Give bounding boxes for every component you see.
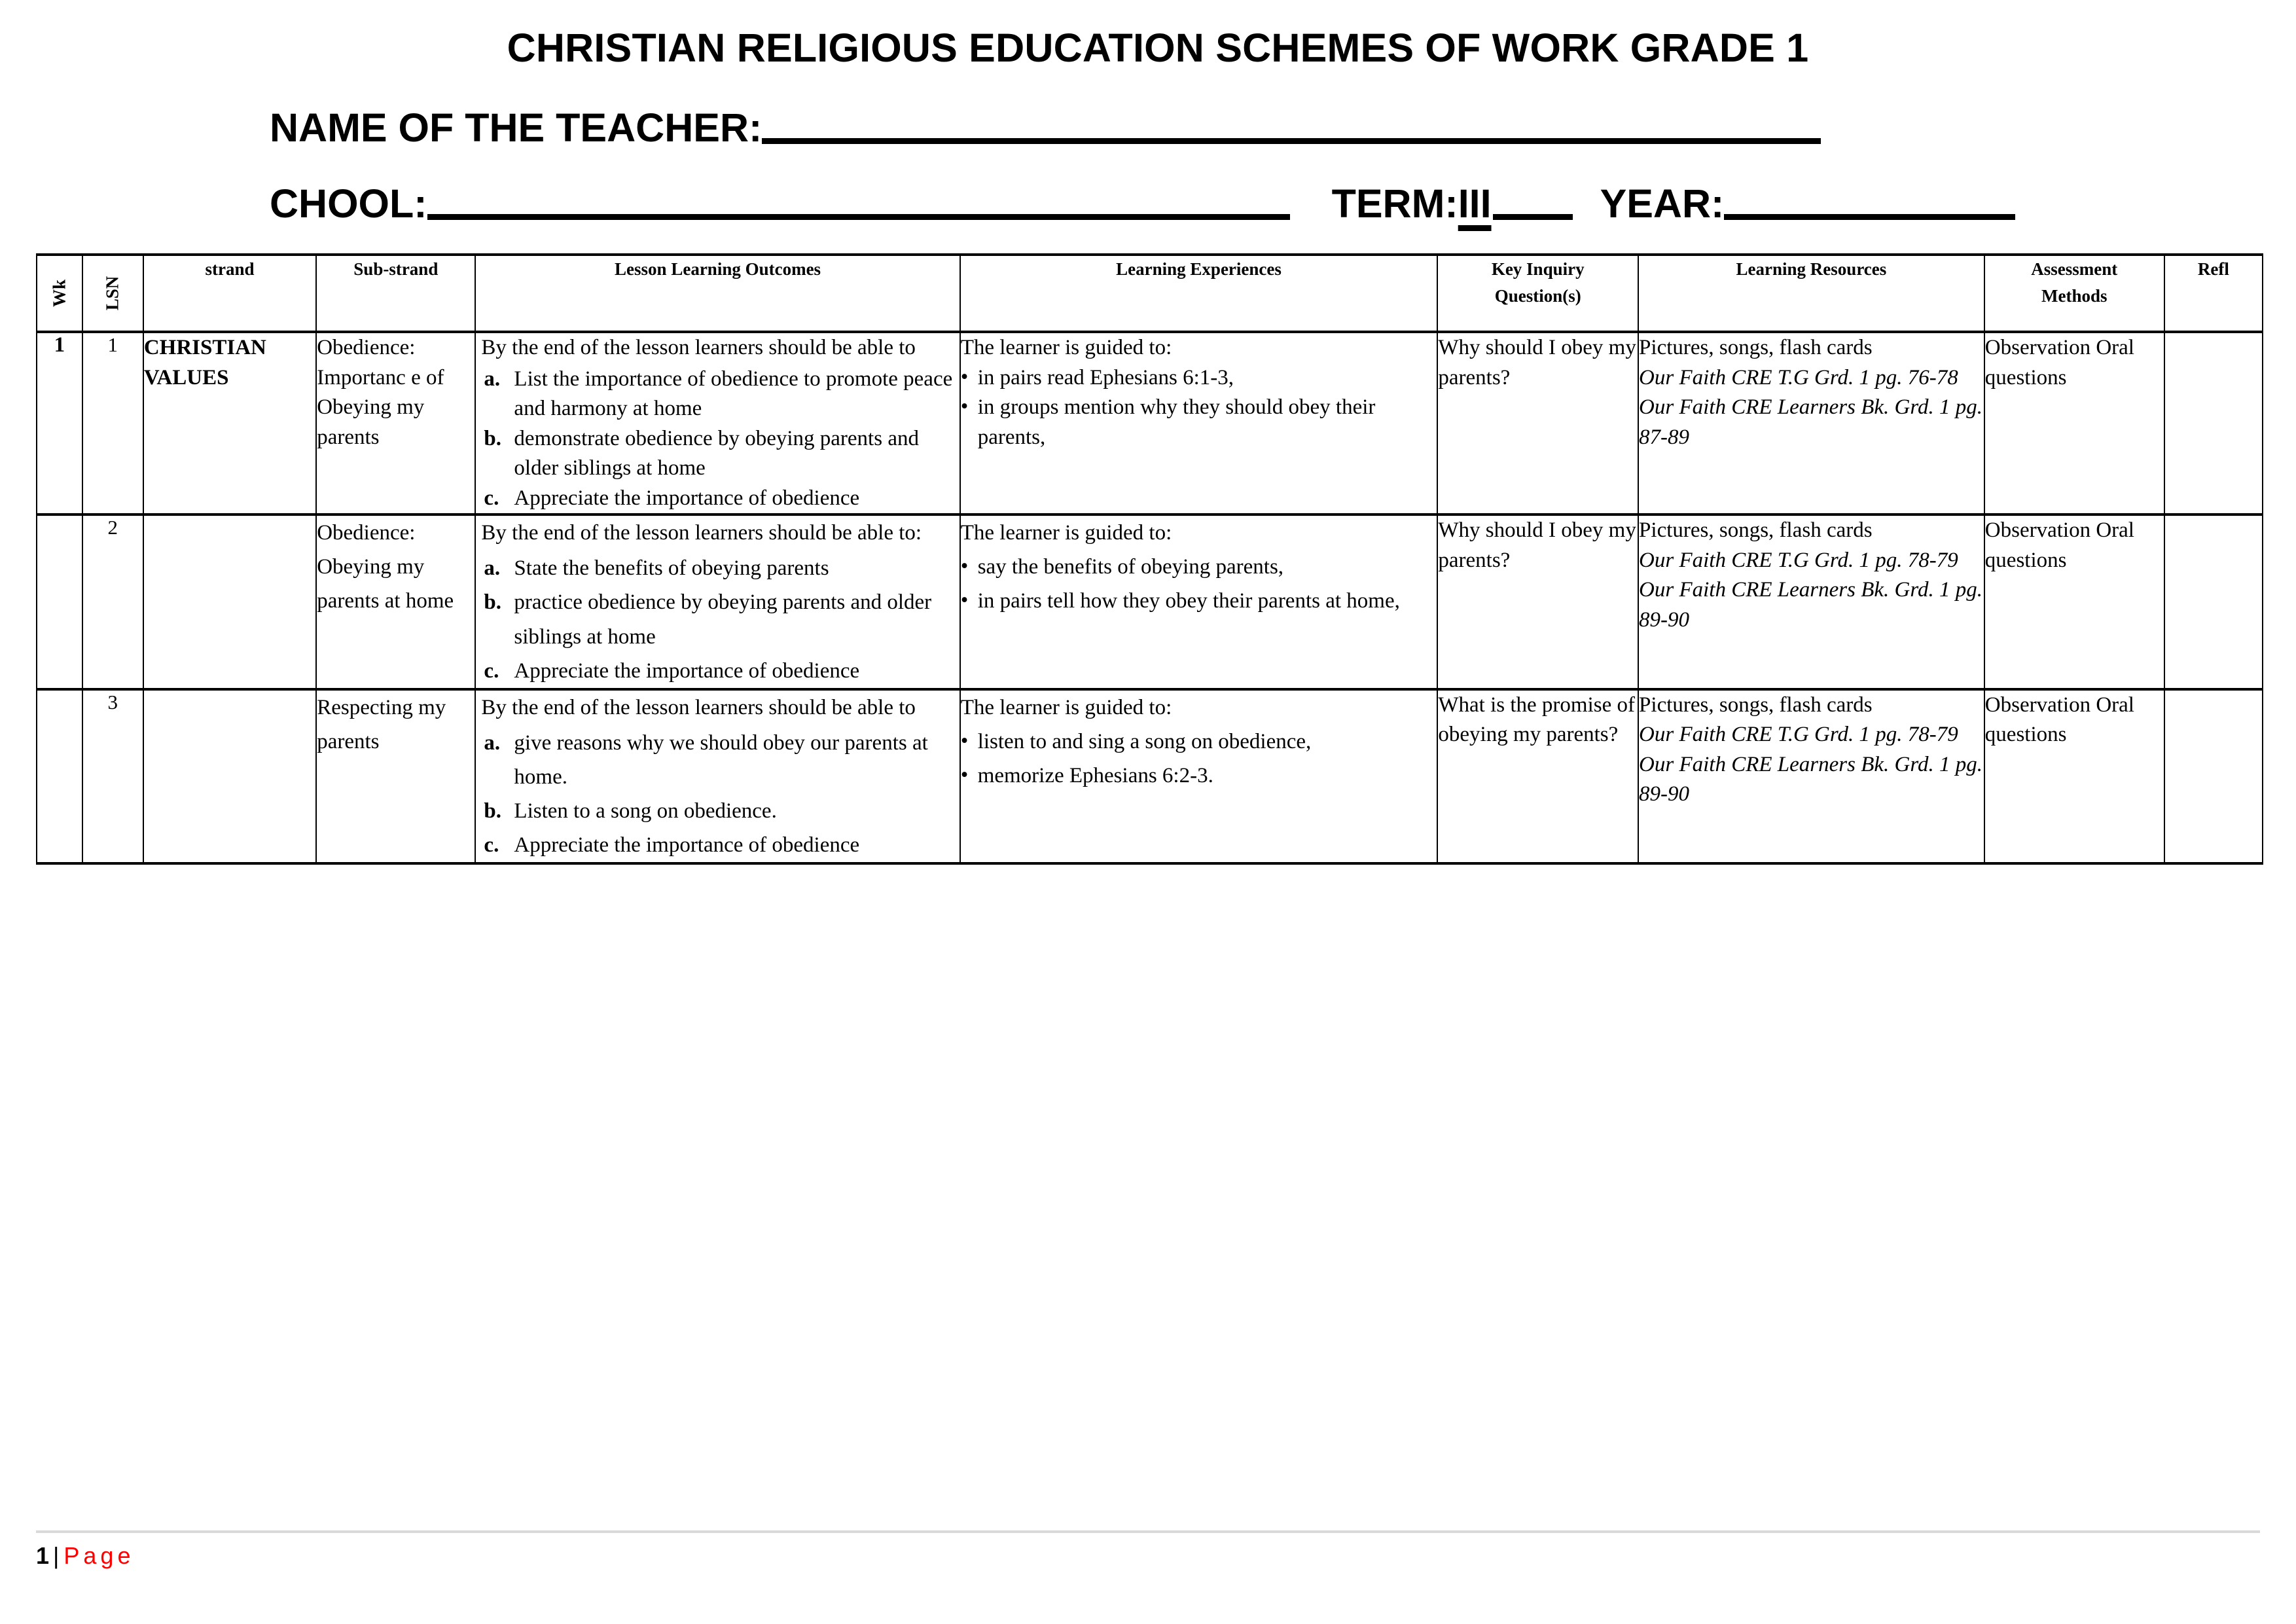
cell-substrand: Respecting my parents [316, 689, 475, 864]
outcome-item [476, 365, 959, 424]
outcome-text: Appreciate the importance of obedience [514, 659, 860, 683]
cell-key-inquiry-question: Why should I obey my parents? [1437, 514, 1638, 689]
column-header-substrand: Sub-strand [316, 255, 475, 332]
term-value: III [1458, 181, 1492, 226]
outcome-text: practice obedience by obeying parents and older siblings at home [514, 590, 932, 649]
outcome-marker: c. [484, 486, 499, 510]
school-label: CHOOL: [270, 181, 427, 226]
column-header-lsn [82, 255, 143, 332]
outcomes-lead-in: By the end of the lesson learners should be able to: [481, 521, 922, 545]
experience-item [961, 550, 1437, 584]
outcome-item [476, 654, 959, 688]
cell-lsn: 1 [82, 332, 143, 514]
table-row [37, 689, 2263, 864]
experience-item [961, 393, 1437, 452]
outcome-item [476, 726, 959, 794]
bullet-icon: • [960, 395, 969, 419]
resource-materials: Pictures, songs, flash cards [1639, 518, 1873, 543]
footer-separator: | [53, 1542, 60, 1569]
column-header-strand: strand [143, 255, 316, 332]
resource-materials: Pictures, songs, flash cards [1639, 693, 1873, 717]
outcome-text: Appreciate the importance of obedience [514, 833, 860, 857]
outcomes-lead-in: By the end of the lesson learners should be able to [481, 336, 916, 359]
document-heading [0, 0, 2296, 226]
table-header-row [37, 255, 2263, 332]
experience-text: say the benefits of obeying parents, [977, 555, 1284, 579]
assessment-line-1: Assessment [2031, 259, 2118, 279]
outcomes-list [476, 551, 959, 688]
outcome-item [476, 828, 959, 862]
cell-learning-resources [1638, 689, 1984, 864]
assessment-line-2: Methods [2041, 286, 2108, 306]
resource-book: Our Faith CRE T.G Grd. 1 pg. 76-78 [1639, 365, 1958, 389]
cell-learning-experiences [960, 514, 1438, 689]
cell-wk [37, 514, 82, 689]
cell-learning-resources [1638, 514, 1984, 689]
resource-materials: Pictures, songs, flash cards [1639, 336, 1873, 359]
bullet-icon: • [960, 588, 969, 613]
table-body [37, 332, 2263, 863]
school-term-year-field [0, 151, 2296, 226]
experiences-list [961, 550, 1437, 618]
experiences-lead-in: The learner is guided to: [960, 336, 1172, 359]
cell-strand [143, 514, 316, 689]
column-header-learning-experiences: Learning Experiences [960, 255, 1438, 332]
experience-item [961, 584, 1437, 618]
cell-lesson-learning-outcomes [475, 332, 960, 514]
cell-strand [143, 689, 316, 864]
year-label: YEAR: [1600, 181, 1725, 226]
experience-text: in pairs tell how they obey their parents at home, [977, 589, 1400, 613]
footer-page-number: 1 [36, 1542, 50, 1569]
table-row [37, 332, 2263, 514]
cell-key-inquiry-question: What is the promise of obeying my parents? [1437, 689, 1638, 864]
resource-book: Our Faith CRE Learners Bk. Grd. 1 pg. 89-90 [1639, 578, 1982, 632]
outcome-marker: a. [484, 367, 501, 391]
outcome-text: give reasons why we should obey our parents at home. [514, 731, 928, 789]
outcomes-list [476, 726, 959, 863]
schemes-of-work-table [36, 253, 2263, 865]
column-header-lsn-label: LSN [102, 276, 122, 311]
outcome-marker: c. [484, 833, 499, 857]
cell-lsn: 2 [82, 514, 143, 689]
outcome-marker: a. [484, 556, 501, 581]
cell-key-inquiry-question: Why should I obey my parents? [1437, 332, 1638, 514]
resource-book: Our Faith CRE Learners Bk. Grd. 1 pg. 89-90 [1639, 752, 1982, 806]
key-inquiry-line-2: Question(s) [1494, 286, 1581, 306]
column-header-key-inquiry-questions [1437, 255, 1638, 332]
cell-lesson-learning-outcomes [475, 689, 960, 864]
teacher-name-field [0, 71, 2296, 151]
outcome-text: State the benefits of obeying parents [514, 556, 829, 581]
strand-line-1: CHRISTIAN [143, 336, 266, 359]
footer-page-word: Page [63, 1542, 135, 1569]
experiences-list [961, 363, 1437, 453]
bullet-icon: • [960, 729, 969, 753]
key-inquiry-line-1: Key Inquiry [1491, 259, 1585, 279]
teacher-name-blank[interactable] [762, 138, 1821, 144]
experience-text: listen to and sing a song on obedience, [977, 729, 1312, 753]
page-footer [36, 1530, 2260, 1570]
cell-lsn: 3 [82, 689, 143, 864]
school-blank[interactable] [427, 214, 1290, 220]
experiences-lead-in: The learner is guided to: [960, 521, 1172, 545]
outcome-marker: c. [484, 659, 499, 683]
outcome-item [476, 551, 959, 585]
resource-book: Our Faith CRE T.G Grd. 1 pg. 78-79 [1639, 548, 1958, 572]
cell-wk: 1 [37, 332, 82, 514]
cell-refl [2164, 514, 2263, 689]
footer-page-indicator [36, 1533, 2260, 1570]
cell-refl [2164, 689, 2263, 864]
outcomes-lead-in: By the end of the lesson learners should be able to [481, 695, 916, 719]
bullet-icon: • [960, 554, 969, 579]
bullet-icon: • [960, 763, 969, 787]
page-title: CHRISTIAN RELIGIOUS EDUCATION SCHEMES OF WORK GRADE 1 [507, 26, 1809, 70]
resource-book: Our Faith CRE T.G Grd. 1 pg. 78-79 [1639, 723, 1958, 747]
experience-text: in pairs read Ephesians 6:1-3, [977, 365, 1234, 389]
experience-item [961, 363, 1437, 393]
cell-strand [143, 332, 316, 514]
outcome-item [476, 424, 959, 484]
term-label: TERM: [1331, 181, 1458, 226]
experience-item [961, 759, 1437, 793]
cell-assessment-methods: Observation Oral questions [1984, 689, 2164, 864]
cell-substrand: Obedience: Importanc e of Obeying my parents [316, 332, 475, 514]
outcome-marker: a. [484, 731, 501, 755]
experience-item [961, 725, 1437, 759]
outcome-item [476, 484, 959, 514]
year-blank[interactable] [1724, 214, 2015, 220]
cell-substrand: Obedience: Obeying my parents at home [316, 514, 475, 689]
outcome-marker: b. [484, 799, 502, 823]
cell-refl [2164, 332, 2263, 514]
term-blank[interactable] [1493, 214, 1573, 220]
cell-learning-resources [1638, 332, 1984, 514]
outcomes-list [476, 365, 959, 514]
column-header-assessment-methods [1984, 255, 2164, 332]
bullet-icon: • [960, 365, 969, 389]
table-row [37, 514, 2263, 689]
outcome-item [476, 585, 959, 653]
experience-text: memorize Ephesians 6:2-3. [977, 764, 1213, 788]
cell-learning-experiences [960, 689, 1438, 864]
column-header-wk [37, 255, 82, 332]
experience-text: in groups mention why they should obey their parents, [977, 395, 1376, 449]
teacher-name-label: NAME OF THE TEACHER: [270, 105, 762, 150]
outcome-text: Listen to a song on obedience. [514, 799, 777, 823]
cell-assessment-methods: Observation Oral questions [1984, 332, 2164, 514]
column-header-refl: Refl [2164, 255, 2263, 332]
experiences-lead-in: The learner is guided to: [960, 695, 1172, 719]
outcome-item [476, 794, 959, 828]
column-header-lesson-learning-outcomes: Lesson Learning Outcomes [475, 255, 960, 332]
experiences-list [961, 725, 1437, 793]
outcome-text: demonstrate obedience by obeying parents and older siblings at home [514, 426, 919, 480]
outcome-text: List the importance of obedience to promote peace and harmony at home [514, 367, 953, 421]
cell-lesson-learning-outcomes [475, 514, 960, 689]
cell-learning-experiences [960, 332, 1438, 514]
strand-line-2: VALUES [143, 365, 229, 389]
outcome-marker: b. [484, 590, 502, 615]
column-header-learning-resources: Learning Resources [1638, 255, 1984, 332]
outcome-marker: b. [484, 426, 502, 450]
cell-assessment-methods: Observation Oral questions [1984, 514, 2164, 689]
resource-book: Our Faith CRE Learners Bk. Grd. 1 pg. 87-89 [1639, 395, 1982, 449]
cell-wk [37, 689, 82, 864]
outcome-text: Appreciate the importance of obedience [514, 486, 860, 510]
column-header-wk-label: Wk [49, 279, 69, 308]
